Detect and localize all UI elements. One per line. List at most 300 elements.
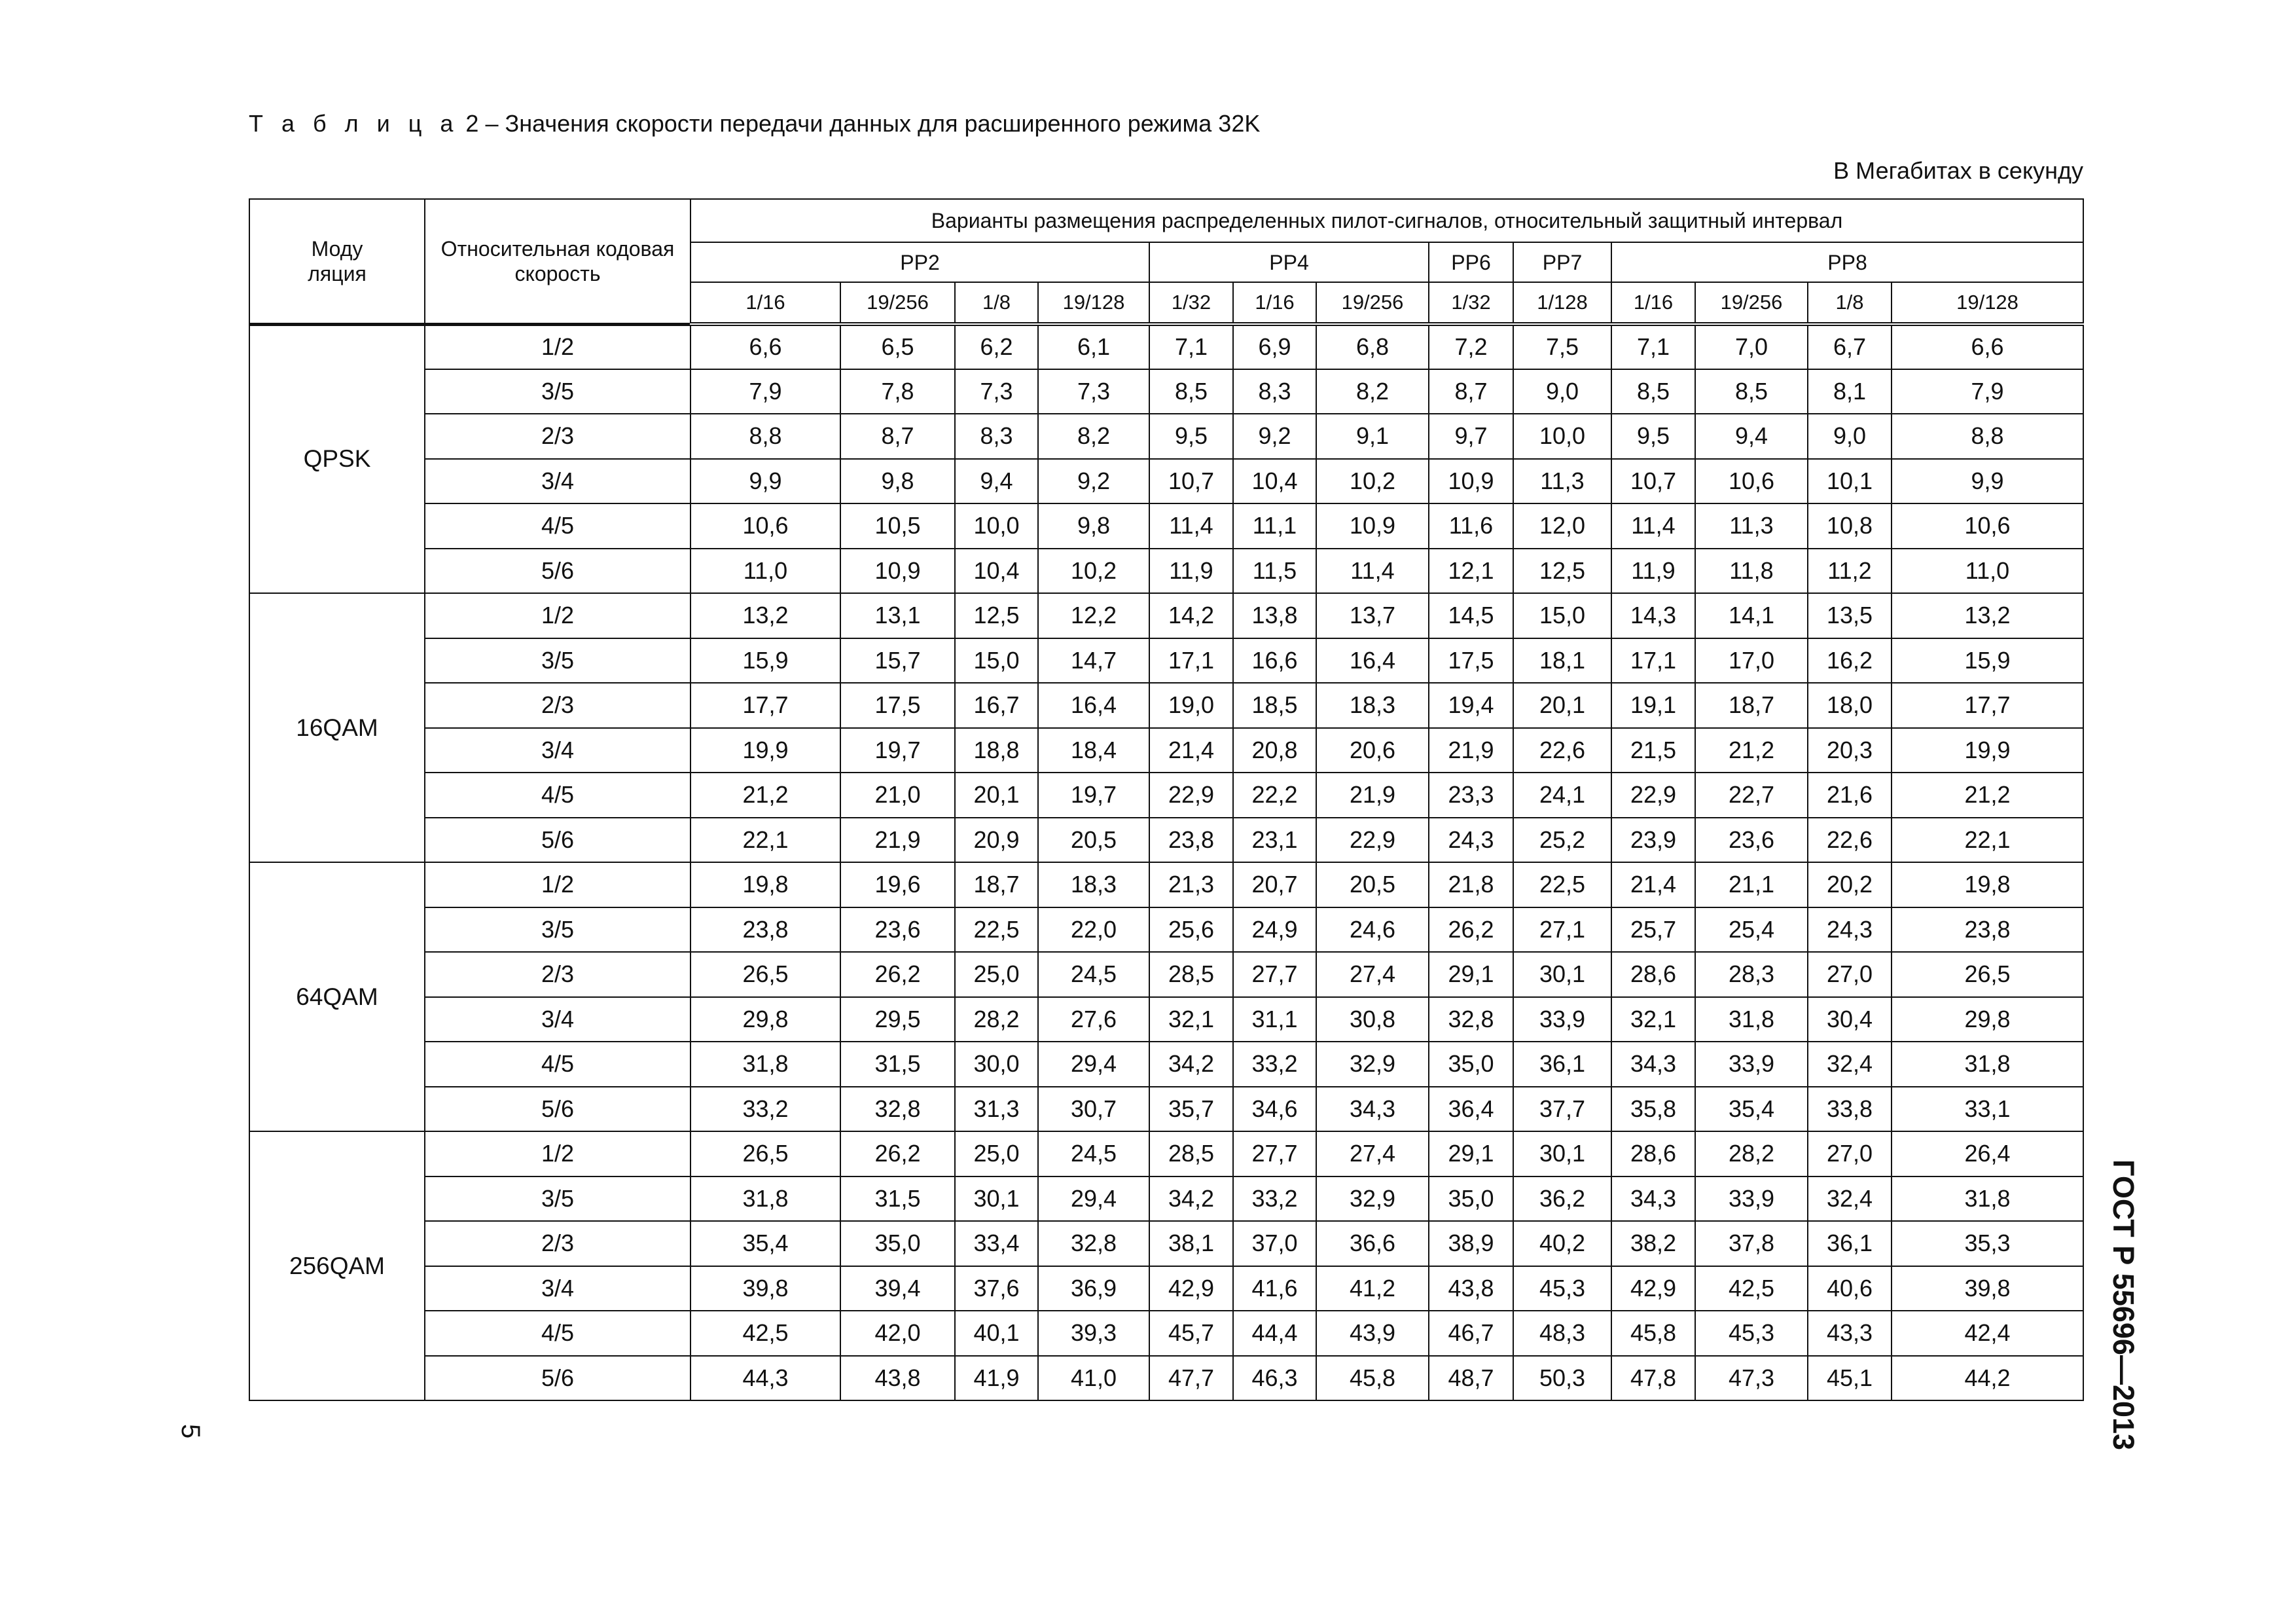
rate-value-cell: 41,2	[1316, 1266, 1429, 1311]
rate-value-cell: 7,0	[1695, 324, 1808, 369]
rate-value-cell: 20,6	[1316, 728, 1429, 773]
rate-value-cell: 32,8	[840, 1087, 955, 1132]
rate-value-cell: 31,8	[691, 1042, 840, 1087]
rate-value-cell: 8,3	[1233, 369, 1316, 414]
rate-value-cell: 26,5	[1892, 952, 2083, 997]
standard-designation: ГОСТ Р 55696—2013	[2107, 1159, 2140, 1451]
rate-value-cell: 25,7	[1611, 907, 1695, 953]
rate-value-cell: 36,6	[1316, 1221, 1429, 1266]
rate-value-cell: 21,9	[1429, 728, 1513, 773]
rate-value-cell: 22,7	[1695, 773, 1808, 818]
rate-value-cell: 7,9	[1892, 369, 2083, 414]
rate-value-cell: 31,8	[691, 1176, 840, 1222]
header-pattern-pp6: PP6	[1429, 242, 1513, 282]
table-row	[249, 1221, 2083, 1266]
rate-value-cell: 36,1	[1513, 1042, 1611, 1087]
rate-value-cell: 33,2	[1233, 1042, 1316, 1087]
rate-value-cell: 10,6	[1695, 459, 1808, 504]
rate-value-cell: 34,3	[1316, 1087, 1429, 1132]
rate-value-cell: 21,0	[840, 773, 955, 818]
rate-value-cell: 24,5	[1038, 1131, 1149, 1176]
rate-value-cell: 22,1	[691, 818, 840, 863]
code-rate-cell: 5/6	[425, 549, 691, 594]
rate-value-cell: 20,5	[1316, 862, 1429, 907]
rate-value-cell: 18,3	[1038, 862, 1149, 907]
table-row	[249, 728, 2083, 773]
rate-value-cell: 30,0	[955, 1042, 1038, 1087]
rate-value-cell: 10,6	[1892, 503, 2083, 549]
rate-value-cell: 46,3	[1233, 1356, 1316, 1401]
rate-value-cell: 21,9	[840, 818, 955, 863]
rate-value-cell: 37,7	[1513, 1087, 1611, 1132]
table-row	[249, 638, 2083, 684]
rate-value-cell: 23,1	[1233, 818, 1316, 863]
rate-value-cell: 33,9	[1695, 1176, 1808, 1222]
table-row	[249, 907, 2083, 953]
code-rate-cell: 5/6	[425, 818, 691, 863]
units-note: В Мегабитах в секунду	[1833, 157, 2083, 184]
code-rate-cell: 1/2	[425, 1131, 691, 1176]
rate-value-cell: 36,1	[1808, 1221, 1892, 1266]
rate-value-cell: 35,3	[1892, 1221, 2083, 1266]
rate-value-cell: 10,7	[1149, 459, 1233, 504]
rate-value-cell: 35,4	[1695, 1087, 1808, 1132]
rate-value-cell: 32,1	[1149, 997, 1233, 1042]
rate-value-cell: 12,2	[1038, 593, 1149, 638]
rate-value-cell: 33,2	[691, 1087, 840, 1132]
rate-value-cell: 17,5	[1429, 638, 1513, 684]
rate-value-cell: 34,3	[1611, 1042, 1695, 1087]
rate-value-cell: 14,1	[1695, 593, 1808, 638]
rate-value-cell: 8,5	[1149, 369, 1233, 414]
rate-value-cell: 18,3	[1316, 683, 1429, 728]
table-caption-number: 2	[465, 110, 479, 137]
table-row	[249, 952, 2083, 997]
rate-value-cell: 27,0	[1808, 1131, 1892, 1176]
header-pattern-pp4: PP4	[1149, 242, 1429, 282]
rate-value-cell: 31,8	[1695, 997, 1808, 1042]
rate-value-cell: 8,7	[840, 414, 955, 459]
rate-value-cell: 8,8	[1892, 414, 2083, 459]
rate-value-cell: 11,6	[1429, 503, 1513, 549]
rate-value-cell: 8,1	[1808, 369, 1892, 414]
rate-value-cell: 33,8	[1808, 1087, 1892, 1132]
table-row	[249, 997, 2083, 1042]
rate-value-cell: 37,8	[1695, 1221, 1808, 1266]
rate-value-cell: 36,2	[1513, 1176, 1611, 1222]
table-row	[249, 549, 2083, 594]
code-rate-cell: 3/4	[425, 1266, 691, 1311]
rate-value-cell: 19,7	[1038, 773, 1149, 818]
rate-value-cell: 29,1	[1429, 952, 1513, 997]
rate-value-cell: 21,6	[1808, 773, 1892, 818]
rate-value-cell: 18,0	[1808, 683, 1892, 728]
header-guard-interval: 19/256	[1695, 282, 1808, 324]
rate-value-cell: 12,5	[1513, 549, 1611, 594]
code-rate-cell: 2/3	[425, 1221, 691, 1266]
rate-value-cell: 10,2	[1316, 459, 1429, 504]
rate-value-cell: 43,3	[1808, 1311, 1892, 1356]
code-rate-cell: 3/4	[425, 728, 691, 773]
rate-value-cell: 10,9	[1316, 503, 1429, 549]
rate-value-cell: 21,1	[1695, 862, 1808, 907]
rate-value-cell: 31,3	[955, 1087, 1038, 1132]
header-variants: Варианты размещения распределенных пилот-сигналов, относительный защитный интервал	[691, 199, 2083, 242]
rate-value-cell: 17,5	[840, 683, 955, 728]
rate-value-cell: 21,3	[1149, 862, 1233, 907]
header-guard-interval: 1/8	[1808, 282, 1892, 324]
rate-value-cell: 8,7	[1429, 369, 1513, 414]
rate-value-cell: 22,1	[1892, 818, 2083, 863]
rate-value-cell: 40,1	[955, 1311, 1038, 1356]
rate-value-cell: 29,4	[1038, 1042, 1149, 1087]
code-rate-cell: 1/2	[425, 593, 691, 638]
table-caption-text: – Значения скорости передачи данных для расширенного режима 32K	[485, 110, 1261, 137]
code-rate-cell: 4/5	[425, 1042, 691, 1087]
rate-value-cell: 27,1	[1513, 907, 1611, 953]
rate-value-cell: 21,2	[1892, 773, 2083, 818]
table-row	[249, 593, 2083, 638]
code-rate-cell: 4/5	[425, 1311, 691, 1356]
rate-value-cell: 32,9	[1316, 1176, 1429, 1222]
rate-value-cell: 22,2	[1233, 773, 1316, 818]
rate-value-cell: 42,5	[691, 1311, 840, 1356]
table-row	[249, 324, 2083, 369]
rate-value-cell: 22,0	[1038, 907, 1149, 953]
rate-value-cell: 22,9	[1149, 773, 1233, 818]
rate-value-cell: 30,8	[1316, 997, 1429, 1042]
rate-value-cell: 19,4	[1429, 683, 1513, 728]
rate-value-cell: 41,9	[955, 1356, 1038, 1401]
rate-value-cell: 41,6	[1233, 1266, 1316, 1311]
rate-value-cell: 10,9	[840, 549, 955, 594]
rate-value-cell: 7,9	[691, 369, 840, 414]
rate-value-cell: 33,4	[955, 1221, 1038, 1266]
rate-value-cell: 45,3	[1695, 1311, 1808, 1356]
rate-value-cell: 9,8	[840, 459, 955, 504]
rate-value-cell: 16,4	[1038, 683, 1149, 728]
rate-value-cell: 21,5	[1611, 728, 1695, 773]
rate-value-cell: 32,4	[1808, 1042, 1892, 1087]
header-guard-interval: 19/256	[1316, 282, 1429, 324]
rate-value-cell: 11,4	[1149, 503, 1233, 549]
rate-value-cell: 9,7	[1429, 414, 1513, 459]
rate-value-cell: 22,6	[1513, 728, 1611, 773]
rate-value-cell: 19,0	[1149, 683, 1233, 728]
header-guard-interval: 1/32	[1149, 282, 1233, 324]
rate-value-cell: 11,3	[1513, 459, 1611, 504]
code-rate-cell: 5/6	[425, 1087, 691, 1132]
rate-value-cell: 7,3	[1038, 369, 1149, 414]
rate-value-cell: 32,8	[1429, 997, 1513, 1042]
table-caption-label: Т а б л и ц а	[249, 110, 459, 137]
rate-value-cell: 26,5	[691, 1131, 840, 1176]
rate-value-cell: 26,2	[840, 1131, 955, 1176]
header-code-rate: Относительная кодовая скорость	[425, 199, 691, 324]
rate-value-cell: 14,3	[1611, 593, 1695, 638]
header-guard-interval: 1/32	[1429, 282, 1513, 324]
rate-value-cell: 29,5	[840, 997, 955, 1042]
rate-value-cell: 40,6	[1808, 1266, 1892, 1311]
rate-value-cell: 7,3	[955, 369, 1038, 414]
rate-value-cell: 28,6	[1611, 952, 1695, 997]
rate-value-cell: 24,5	[1038, 952, 1149, 997]
rate-value-cell: 26,2	[1429, 907, 1513, 953]
rate-value-cell: 19,6	[840, 862, 955, 907]
rate-value-cell: 46,7	[1429, 1311, 1513, 1356]
code-rate-cell: 3/4	[425, 459, 691, 504]
rate-value-cell: 20,9	[955, 818, 1038, 863]
rate-value-cell: 6,2	[955, 324, 1038, 369]
rate-value-cell: 36,4	[1429, 1087, 1513, 1132]
rate-value-cell: 18,7	[955, 862, 1038, 907]
rate-value-cell: 47,7	[1149, 1356, 1233, 1401]
rate-value-cell: 7,1	[1611, 324, 1695, 369]
rate-value-cell: 10,1	[1808, 459, 1892, 504]
rate-value-cell: 25,0	[955, 952, 1038, 997]
rate-value-cell: 45,3	[1513, 1266, 1611, 1311]
rate-value-cell: 9,0	[1513, 369, 1611, 414]
rate-value-cell: 35,0	[1429, 1042, 1513, 1087]
code-rate-cell: 4/5	[425, 773, 691, 818]
header-guard-interval: 1/16	[1611, 282, 1695, 324]
rate-value-cell: 31,8	[1892, 1176, 2083, 1222]
code-rate-cell: 2/3	[425, 683, 691, 728]
rate-value-cell: 11,2	[1808, 549, 1892, 594]
rate-value-cell: 6,6	[691, 324, 840, 369]
rate-value-cell: 23,8	[1892, 907, 2083, 953]
rate-value-cell: 30,7	[1038, 1087, 1149, 1132]
rate-value-cell: 11,4	[1611, 503, 1695, 549]
rate-value-cell: 10,8	[1808, 503, 1892, 549]
rate-value-cell: 29,4	[1038, 1176, 1149, 1222]
rate-value-cell: 9,9	[1892, 459, 2083, 504]
rate-value-cell: 24,3	[1429, 818, 1513, 863]
rate-value-cell: 9,1	[1316, 414, 1429, 459]
rate-value-cell: 31,8	[1892, 1042, 2083, 1087]
rate-value-cell: 24,6	[1316, 907, 1429, 953]
rate-value-cell: 9,2	[1233, 414, 1316, 459]
rate-value-cell: 22,5	[1513, 862, 1611, 907]
header-pattern-pp2: PP2	[691, 242, 1149, 282]
rate-value-cell: 6,8	[1316, 324, 1429, 369]
rate-value-cell: 13,1	[840, 593, 955, 638]
rate-value-cell: 27,6	[1038, 997, 1149, 1042]
rate-value-cell: 23,3	[1429, 773, 1513, 818]
rate-value-cell: 8,5	[1695, 369, 1808, 414]
rate-value-cell: 37,0	[1233, 1221, 1316, 1266]
rate-value-cell: 39,8	[1892, 1266, 2083, 1311]
rate-value-cell: 11,3	[1695, 503, 1808, 549]
rate-value-cell: 13,8	[1233, 593, 1316, 638]
rate-value-cell: 7,1	[1149, 324, 1233, 369]
rate-value-cell: 40,2	[1513, 1221, 1611, 1266]
rate-value-cell: 28,6	[1611, 1131, 1695, 1176]
rate-value-cell: 6,9	[1233, 324, 1316, 369]
header-pattern-pp7: PP7	[1513, 242, 1611, 282]
rate-value-cell: 33,9	[1513, 997, 1611, 1042]
rate-value-cell: 24,9	[1233, 907, 1316, 953]
rate-value-cell: 18,8	[955, 728, 1038, 773]
rate-value-cell: 39,8	[691, 1266, 840, 1311]
rate-value-cell: 42,0	[840, 1311, 955, 1356]
rate-value-cell: 11,9	[1149, 549, 1233, 594]
rate-value-cell: 9,4	[1695, 414, 1808, 459]
code-rate-cell: 3/5	[425, 638, 691, 684]
rate-value-cell: 19,8	[1892, 862, 2083, 907]
header-guard-interval: 1/16	[1233, 282, 1316, 324]
rate-value-cell: 28,2	[1695, 1131, 1808, 1176]
rate-value-cell: 44,4	[1233, 1311, 1316, 1356]
table-row	[249, 683, 2083, 728]
table-row	[249, 1087, 2083, 1132]
header-guard-interval: 19/128	[1892, 282, 2083, 324]
rate-value-cell: 38,1	[1149, 1221, 1233, 1266]
rate-value-cell: 9,0	[1808, 414, 1892, 459]
rate-value-cell: 48,3	[1513, 1311, 1611, 1356]
rate-value-cell: 45,8	[1611, 1311, 1695, 1356]
header-guard-interval: 19/128	[1038, 282, 1149, 324]
table-caption	[249, 110, 1260, 137]
rate-value-cell: 13,2	[1892, 593, 2083, 638]
rate-value-cell: 28,5	[1149, 952, 1233, 997]
rate-value-cell: 9,5	[1149, 414, 1233, 459]
code-rate-cell: 2/3	[425, 952, 691, 997]
rate-value-cell: 43,8	[1429, 1266, 1513, 1311]
rate-value-cell: 20,5	[1038, 818, 1149, 863]
table-row	[249, 1311, 2083, 1356]
rate-value-cell: 15,9	[691, 638, 840, 684]
header-pattern-pp8: PP8	[1611, 242, 2083, 282]
rate-value-cell: 41,0	[1038, 1356, 1149, 1401]
rate-value-cell: 19,7	[840, 728, 955, 773]
rate-value-cell: 14,7	[1038, 638, 1149, 684]
rate-value-cell: 26,2	[840, 952, 955, 997]
rate-value-cell: 22,6	[1808, 818, 1892, 863]
rate-value-cell: 20,3	[1808, 728, 1892, 773]
code-rate-cell: 5/6	[425, 1356, 691, 1401]
rate-value-cell: 23,8	[691, 907, 840, 953]
rate-value-cell: 31,5	[840, 1176, 955, 1222]
rate-value-cell: 29,8	[691, 997, 840, 1042]
rate-value-cell: 35,0	[840, 1221, 955, 1266]
rate-value-cell: 33,1	[1892, 1087, 2083, 1132]
code-rate-cell: 3/5	[425, 907, 691, 953]
rate-value-cell: 23,6	[840, 907, 955, 953]
rate-value-cell: 20,8	[1233, 728, 1316, 773]
rate-value-cell: 27,7	[1233, 1131, 1316, 1176]
rate-value-cell: 15,7	[840, 638, 955, 684]
rate-value-cell: 10,0	[1513, 414, 1611, 459]
table-body	[249, 324, 2083, 1400]
code-rate-cell: 3/5	[425, 369, 691, 414]
rate-value-cell: 18,7	[1695, 683, 1808, 728]
rate-value-cell: 16,4	[1316, 638, 1429, 684]
rate-value-cell: 16,6	[1233, 638, 1316, 684]
rate-value-cell: 43,8	[840, 1356, 955, 1401]
table-row	[249, 818, 2083, 863]
rate-value-cell: 32,9	[1316, 1042, 1429, 1087]
rate-value-cell: 11,0	[1892, 549, 2083, 594]
rate-value-cell: 23,8	[1149, 818, 1233, 863]
rate-value-cell: 34,2	[1149, 1176, 1233, 1222]
rate-value-cell: 10,2	[1038, 549, 1149, 594]
rate-value-cell: 43,9	[1316, 1311, 1429, 1356]
rate-value-cell: 12,0	[1513, 503, 1611, 549]
rate-value-cell: 8,8	[691, 414, 840, 459]
rate-value-cell: 23,9	[1611, 818, 1695, 863]
rate-value-cell: 19,9	[1892, 728, 2083, 773]
rate-value-cell: 21,2	[1695, 728, 1808, 773]
header-guard-interval: 1/128	[1513, 282, 1611, 324]
rate-value-cell: 6,1	[1038, 324, 1149, 369]
rate-value-cell: 15,9	[1892, 638, 2083, 684]
rate-value-cell: 22,9	[1611, 773, 1695, 818]
header-guard-interval: 1/8	[955, 282, 1038, 324]
rate-value-cell: 29,1	[1429, 1131, 1513, 1176]
rate-value-cell: 24,1	[1513, 773, 1611, 818]
rate-value-cell: 21,4	[1611, 862, 1695, 907]
rate-value-cell: 12,5	[955, 593, 1038, 638]
rate-value-cell: 32,8	[1038, 1221, 1149, 1266]
rate-value-cell: 20,7	[1233, 862, 1316, 907]
rate-value-cell: 30,1	[1513, 1131, 1611, 1176]
rate-value-cell: 44,3	[691, 1356, 840, 1401]
rate-value-cell: 30,1	[1513, 952, 1611, 997]
table-row	[249, 503, 2083, 549]
code-rate-cell: 4/5	[425, 503, 691, 549]
rate-value-cell: 35,4	[691, 1221, 840, 1266]
rate-value-cell: 19,8	[691, 862, 840, 907]
rate-value-cell: 11,5	[1233, 549, 1316, 594]
rate-value-cell: 38,9	[1429, 1221, 1513, 1266]
rate-value-cell: 28,5	[1149, 1131, 1233, 1176]
rate-value-cell: 17,1	[1611, 638, 1695, 684]
rate-value-cell: 35,0	[1429, 1176, 1513, 1222]
rate-value-cell: 48,7	[1429, 1356, 1513, 1401]
rate-value-cell: 8,2	[1038, 414, 1149, 459]
rate-value-cell: 11,1	[1233, 503, 1316, 549]
rate-value-cell: 17,7	[1892, 683, 2083, 728]
rate-value-cell: 17,0	[1695, 638, 1808, 684]
rate-value-cell: 45,1	[1808, 1356, 1892, 1401]
rate-value-cell: 20,1	[1513, 683, 1611, 728]
rate-value-cell: 10,6	[691, 503, 840, 549]
rate-value-cell: 13,2	[691, 593, 840, 638]
rate-value-cell: 13,7	[1316, 593, 1429, 638]
rate-value-cell: 14,5	[1429, 593, 1513, 638]
rate-value-cell: 31,1	[1233, 997, 1316, 1042]
rate-value-cell: 25,2	[1513, 818, 1611, 863]
data-rate-table	[249, 198, 2084, 1401]
rate-value-cell: 34,3	[1611, 1176, 1695, 1222]
rate-value-cell: 29,8	[1892, 997, 2083, 1042]
table-row	[249, 1356, 2083, 1401]
code-rate-cell: 3/5	[425, 1176, 691, 1222]
rate-value-cell: 50,3	[1513, 1356, 1611, 1401]
rate-value-cell: 26,5	[691, 952, 840, 997]
rate-value-cell: 9,9	[691, 459, 840, 504]
rate-value-cell: 9,5	[1611, 414, 1695, 459]
rate-value-cell: 39,3	[1038, 1311, 1149, 1356]
modulation-cell: 16QAM	[249, 593, 425, 862]
rate-value-cell: 11,4	[1316, 549, 1429, 594]
rate-value-cell: 13,5	[1808, 593, 1892, 638]
rate-value-cell: 18,5	[1233, 683, 1316, 728]
rate-value-cell: 22,9	[1316, 818, 1429, 863]
rate-value-cell: 16,7	[955, 683, 1038, 728]
rate-value-cell: 8,2	[1316, 369, 1429, 414]
